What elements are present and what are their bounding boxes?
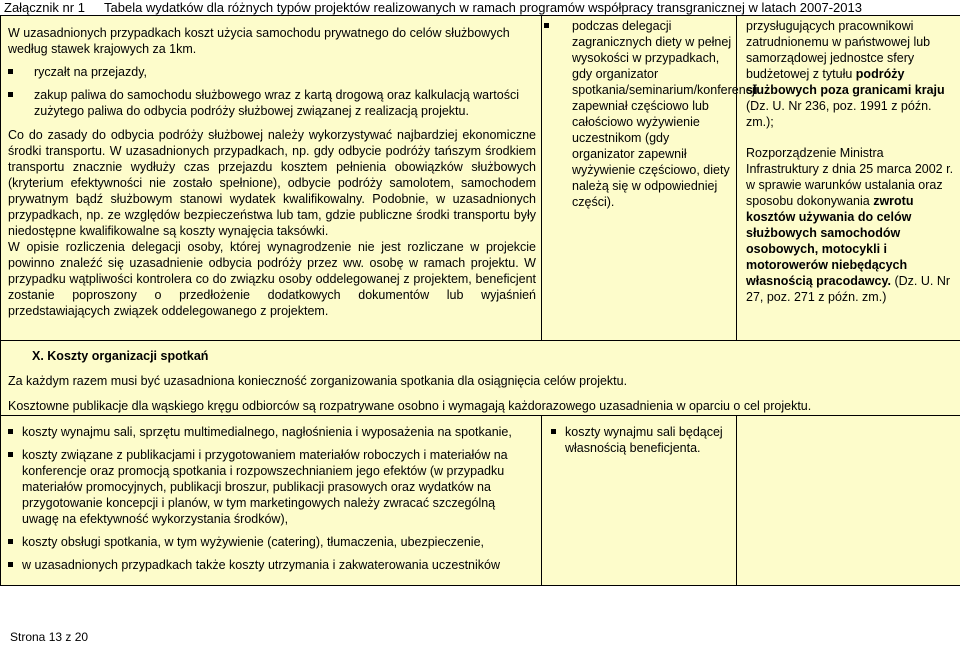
table-border-top: [0, 15, 960, 16]
table-title: Tabela wydatków dla różnych typów projektów realizowanych w ramach programów współpracy transgranicznej w latach 2007-2013: [104, 0, 862, 15]
regulation-travel: [746, 18, 954, 130]
intro-text: W uzasadnionych przypadkach koszt użycia samochodu prywatnego do celów służbowych według stawek krajowych za 1km.: [8, 26, 510, 56]
ineligible-costs-list: [551, 424, 727, 456]
cell-transport-costs: [8, 25, 536, 319]
list-item: koszty obsługi spotkania, w tym wyżywienie (catering), tłumaczenia, ubezpieczenie,: [8, 534, 528, 550]
regulation-travel-ref: (Dz. U. Nr 236, poz. 1991 z późn. zm.);: [746, 99, 932, 129]
bullet-fuel: [8, 87, 536, 119]
page-number: Strona 13 z 20: [10, 630, 89, 644]
regulation-vehicles-ref: (Dz. U. Nr 27, poz. 271 z późn. zm.): [746, 274, 951, 304]
column-divider-1: [541, 15, 542, 340]
row-divider-2: [0, 415, 960, 416]
regulation-vehicles-text: Rozporządzenie Ministra Infrastruktury z dnia 25 marca 2002 r. w sprawie warunków ustalania oraz sposobu dokonywania: [746, 146, 954, 208]
column-divider-4: [736, 415, 737, 586]
economical-transport-paragraph: Co do zasady do odbycia podróży służbowej należy wykorzystywać najbardziej ekonomiczne środki transportu. W uzasadnionych przypadkach, np. gdy odbycie podróży tańszym środkiem transportu znacznie wydłuży czas przejazdu kosztem pełnienia obowiązków służbowych (kryterium efektywności nie zostało spełnione), odbycie podróży samolotem, samochodem prywatnym bądź służbowym stanowi wydatek kwalifikowalny. Podobnie, w uzasadnionych przypadkach, np. ze względów bezpieczeństwa lub tam, gdzie publiczne środki transportu były niedostępne kwalifikowalne są koszty wynajęcia taksówki.: [8, 128, 536, 238]
regulation-vehicles-bold: zwrotu kosztów używania do celów służbowych samochodów osobowych, motocykli i motorowerów niebędących własnością pracodawcy.: [746, 194, 914, 288]
meeting-costs-list: [8, 424, 528, 573]
list-item: w uzasadnionych przypadkach także koszty utrzymania i zakwaterowania uczestników: [8, 557, 528, 573]
section-justification: Za każdym razem musi być uzasadniona konieczność zorganizowania spotkania dla osiągnięcia celów projektu.: [8, 374, 628, 388]
regulation-travel-text: przysługujących pracownikowi zatrudnionemu w państwowej lub samorządowej jednostce sfery budżetowej z tytułu: [746, 19, 931, 81]
cell-per-diem: [558, 18, 758, 210]
column-divider-3: [541, 415, 542, 586]
bullet-lump-sum: [8, 64, 536, 80]
row-divider-1: [0, 340, 960, 341]
regulation-vehicles: [746, 145, 954, 305]
table-border-bottom: [0, 585, 960, 586]
column-divider-2: [736, 15, 737, 340]
delegation-justification-paragraph: W opisie rozliczenia delegacji osoby, której wynagrodzenie nie jest rozliczane w projekcie powinno znaleźć się uzasadnienie odbycia podróży przez ww. osobę w ramach projektu. W przypadku wątpliwości kontrolera co do związku osoby oddelegowanej z projektem, beneficjent zostanie poproszony o przedłożenie dodatkowych dokumentów lub wyjaśnień przedstawiających związek oddelegowanego z projektem.: [8, 240, 536, 318]
cell-meeting-costs: [8, 424, 528, 573]
list-item: koszty związane z publikacjami i przygotowaniem materiałów roboczych i materiałów na konferencje oraz promocją spotkania i rozpowszechnianiem jego efektów (w przypadku materiałów promocyjnych, publikacji broszur, publikacji prasowych oraz wydatków na przygotowanie koncepcji i planów, w tym marketingowych należy zwracać szczególną uwagę na efektywność wykorzystania środków),: [8, 447, 528, 527]
list-item: koszty wynajmu sali będącej własnością beneficjenta.: [551, 424, 727, 456]
attachment-label: Załącznik nr 1: [4, 0, 85, 15]
cell-ineligible-costs: [551, 424, 727, 456]
per-diem-text: podczas delegacji zagranicznych diety w pełnej wysokości w przypadkach, gdy organizator spotkania/seminarium/konferencji zapewniał częściowo lub całościowo wyżywienie uczestnikom (gdy organizator zapewnił wyżywienie częściowo, diety należą się w odpowiedniej części).: [572, 19, 758, 209]
regulation-travel-bold: podróży służbowych poza granicami kraju: [746, 67, 945, 97]
bullet-lump-sum-text: ryczałt na przejazdy,: [34, 65, 148, 79]
bullet-fuel-text: zakup paliwa do samochodu służbowego wraz z kartą drogową oraz kalkulacją wartości zużytego paliwa do odbycia podróży służbowej związanej z realizacją projektu.: [34, 88, 519, 118]
list-item: koszty wynajmu sali, sprzętu multimedialnego, nagłośnienia i wyposażenia na spotkanie,: [8, 424, 528, 440]
table-border-left: [0, 15, 1, 586]
section-publications-note: Kosztowne publikacje dla wąskiego kręgu odbiorców są rozpatrywane osobno i wymagają każdorazowego uzasadnienia w oparciu o cel projektu.: [8, 399, 812, 413]
section-heading: X. Koszty organizacji spotkań: [32, 349, 209, 363]
cell-regulations: [746, 18, 954, 305]
